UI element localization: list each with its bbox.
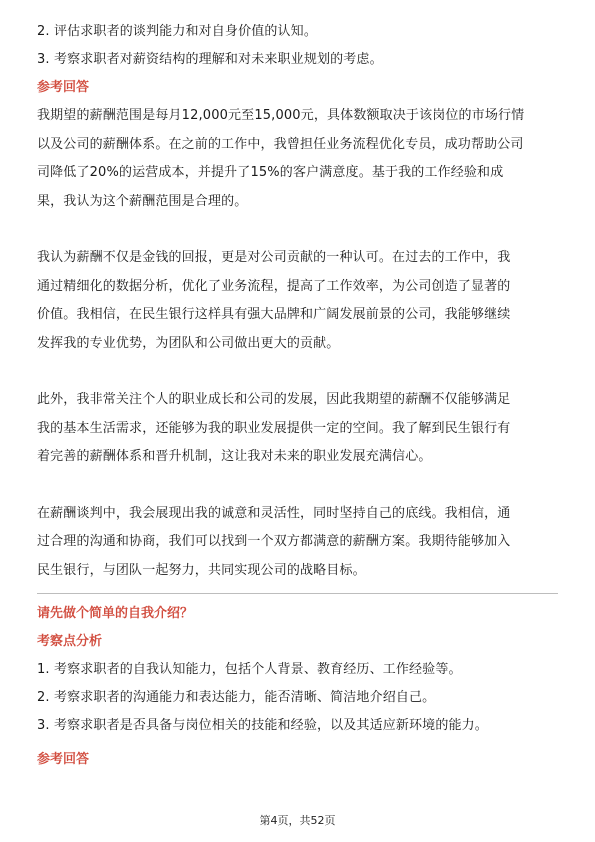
text-line: 果，我认为这个薪酬范围是合理的。	[37, 193, 248, 209]
text-line: 过合理的沟通和协商，我们可以找到一个双方都满意的薪酬方案。我期待能够加入	[37, 534, 511, 549]
text-line: 着完善的薪酬体系和晋升机制，这让我对未来的职业发展充满信心。	[37, 449, 432, 464]
answer-paragraph	[37, 500, 558, 586]
text-line: 价值。我相信，在民生银行这样具有强大品牌和广阔发展前景的公司，我能够继续	[37, 307, 511, 322]
page-content	[37, 18, 558, 774]
text-line: 在薪酬谈判中，我会展现出我的诚意和灵活性，同时坚持自己的底线。我相信，通	[37, 505, 511, 521]
analysis-point: 3. 考察求职者是否具备与岗位相关的技能和经验，以及其适应新环境的能力。	[37, 718, 488, 733]
analysis-point: 2. 考察求职者的沟通能力和表达能力，能否清晰、简洁地介绍自己。	[37, 690, 436, 705]
text-line: 我期望的薪酬范围是每月12,000元至15,000元，具体数额取决于该岗位的市场行情	[37, 108, 525, 123]
answer-heading: 参考回答	[37, 752, 90, 767]
answer-paragraph	[37, 102, 558, 216]
analysis-point: 3. 考察求职者对薪资结构的理解和对未来职业规划的考虑。	[37, 52, 383, 67]
text-line: 发挥我的专业优势，为团队和公司做出更大的贡献。	[37, 335, 340, 351]
page-number: 第4页，共52页	[259, 814, 336, 827]
answer-heading: 参考回答	[37, 80, 90, 95]
paragraph-gap	[37, 216, 558, 244]
question-heading: 请先做个简单的自我介绍？	[37, 606, 194, 621]
text-line: 我认为薪酬不仅是金钱的回报，更是对公司贡献的一种认可。在过去的工作中，我	[37, 250, 511, 265]
analysis-point: 2. 评估求职者的谈判能力和对自身价值的认知。	[37, 24, 317, 39]
text-line: 此外，我非常关注个人的职业成长和公司的发展，因此我期望的薪酬不仅能够满足	[37, 392, 511, 407]
text-line: 我的基本生活需求，还能够为我的职业发展提供一定的空间。我了解到民生银行有	[37, 420, 511, 436]
text-line: 司降低了20%的运营成本，并提升了15%的客户满意度。基于我的工作经验和成	[37, 165, 504, 180]
paragraph-gap	[37, 472, 558, 500]
answer-paragraph	[37, 244, 558, 358]
analysis-point: 1. 考察求职者的自我认知能力，包括个人背景、教育经历、工作经验等。	[37, 662, 462, 677]
text-line: 以及公司的薪酬体系。在之前的工作中，我曾担任业务流程优化专员，成功帮助公司	[37, 136, 524, 152]
text-line: 民生银行，与团队一起努力，共同实现公司的战略目标。	[37, 562, 366, 578]
text-line: 通过精细化的数据分析，优化了业务流程，提高了工作效率，为公司创造了显著的	[37, 278, 511, 294]
paragraph-gap	[37, 358, 558, 386]
section-divider	[37, 593, 558, 594]
answer-paragraph	[37, 386, 558, 472]
analysis-heading: 考察点分析	[37, 634, 103, 649]
